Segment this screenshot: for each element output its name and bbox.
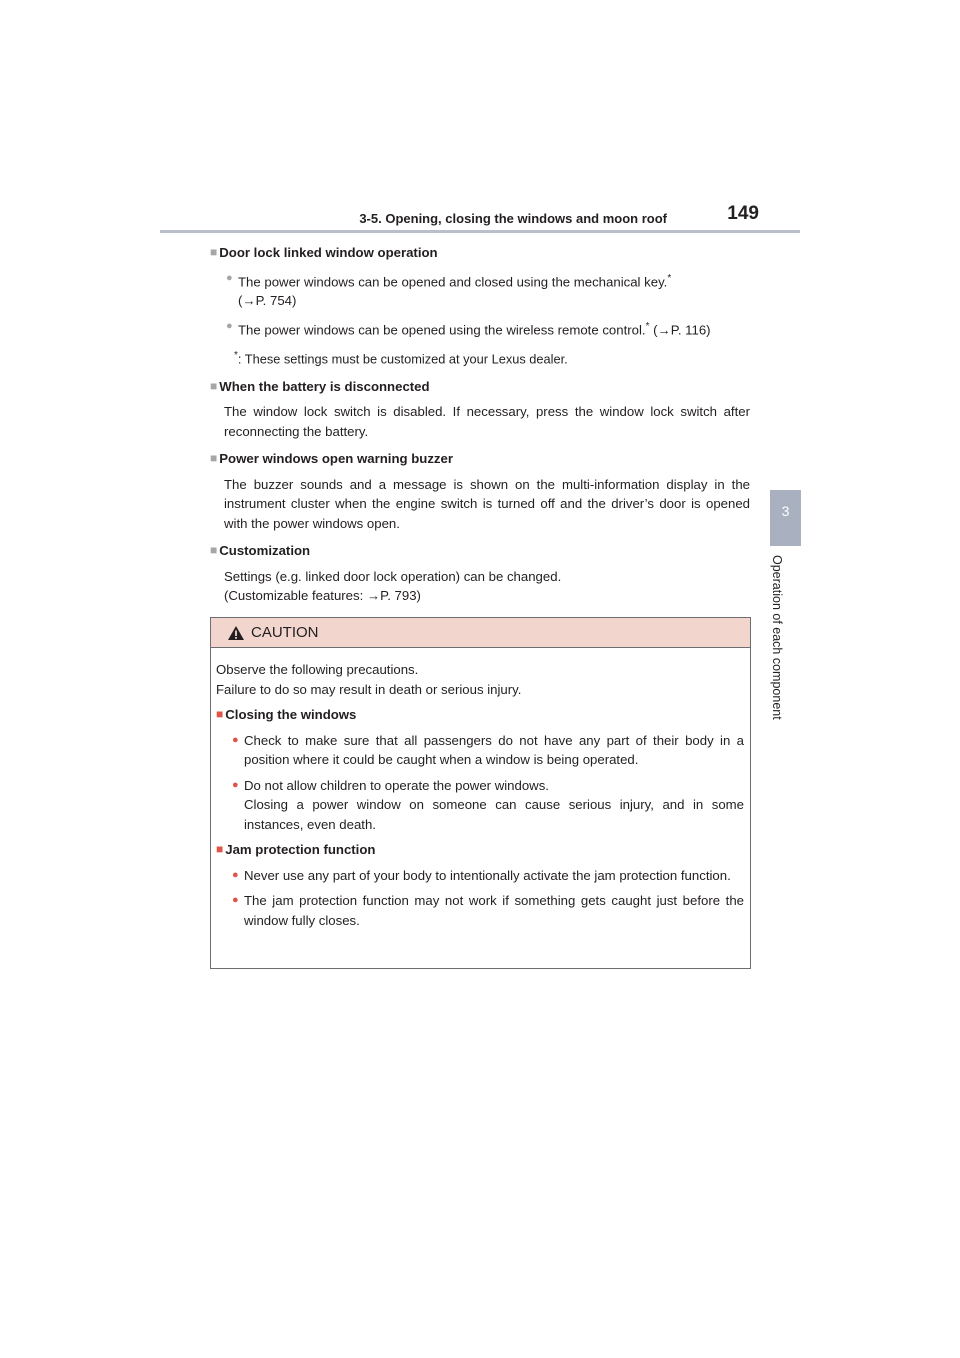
- caution-heading: ■ Closing the windows: [216, 705, 744, 725]
- caution-heading: ■ Jam protection function: [216, 840, 744, 860]
- paragraph: The buzzer sounds and a message is shown on the multi-information display in the instrument cluster when the engine switch is turned off and the driver’s door is opened with the power windows open.: [224, 476, 750, 531]
- square-bullet-icon: ■: [216, 707, 224, 721]
- header-rule: [160, 230, 800, 233]
- square-bullet-icon: ■: [210, 543, 218, 558]
- section-title: 3-5. Opening, closing the windows and moon roof: [359, 211, 667, 226]
- list-item: ● The power windows can be opened using the wireless remote control.* (→P. 116): [210, 317, 750, 340]
- section-heading: ■ When the battery is disconnected: [210, 377, 750, 397]
- caution-header: [211, 618, 750, 648]
- bullet-dot-icon: ●: [226, 271, 233, 284]
- section-heading: ■ Power windows open warning buzzer: [210, 449, 750, 469]
- page-header: [160, 203, 800, 233]
- section-heading: ■ Customization: [210, 541, 750, 561]
- footnote: *: These settings must be customized at your Lexus dealer.: [234, 349, 568, 367]
- page-number: 149: [727, 203, 759, 224]
- warning-triangle-icon: [227, 625, 245, 641]
- caution-box: [210, 617, 751, 969]
- section-buzzer: [210, 449, 750, 533]
- square-bullet-icon: ■: [210, 245, 218, 259]
- list-item: ● Check to make sure that all passengers do not have any part of their body in a position where it could be caught when a window is being operated.: [216, 731, 744, 770]
- square-bullet-icon: ■: [216, 842, 224, 856]
- list-item: ● Do not allow children to operate the power windows. Closing a power window on someone can cause serious injury, and in some instances, even death.: [216, 776, 744, 835]
- paragraph: Settings (e.g. linked door lock operation) can be changed. (Customizable features: →P. 793): [224, 568, 562, 604]
- bullet-dot-icon: ●: [232, 868, 239, 881]
- caution-body: [211, 648, 750, 930]
- bullet-dot-icon: ●: [226, 319, 233, 332]
- section-door-lock: [210, 243, 750, 369]
- caution-title: CAUTION: [251, 624, 319, 641]
- section-battery: [210, 377, 750, 442]
- square-bullet-icon: ■: [210, 378, 218, 393]
- bullet-dot-icon: ●: [232, 733, 239, 746]
- bullet-dot-icon: ●: [232, 778, 239, 791]
- chapter-label-text: Operation of each component: [770, 555, 784, 720]
- list-item: ● Never use any part of your body to intentionally activate the jam protection function.: [216, 866, 744, 886]
- page-reference: (→P. 116): [653, 322, 711, 338]
- section-heading: ■ Door lock linked window operation: [210, 243, 750, 263]
- main-content: [210, 243, 750, 614]
- caution-intro: Observe the following precautions. Failure to do so may result in death or serious injury.: [216, 662, 522, 697]
- square-bullet-icon: ■: [210, 451, 218, 466]
- chapter-tab: 3: [770, 490, 801, 546]
- page-reference: (→P. 754): [238, 293, 297, 309]
- bullet-dot-icon: ●: [232, 894, 239, 906]
- list-item: ● The power windows can be opened and closed using the mechanical key.* (→P. 754): [210, 269, 750, 311]
- paragraph: The window lock switch is disabled. If necessary, press the window lock switch after reconnecting the battery.: [224, 404, 750, 439]
- list-item: ● The jam protection function may not work if something gets caught just before the window fully closes.: [216, 891, 744, 930]
- section-customization: [210, 541, 750, 606]
